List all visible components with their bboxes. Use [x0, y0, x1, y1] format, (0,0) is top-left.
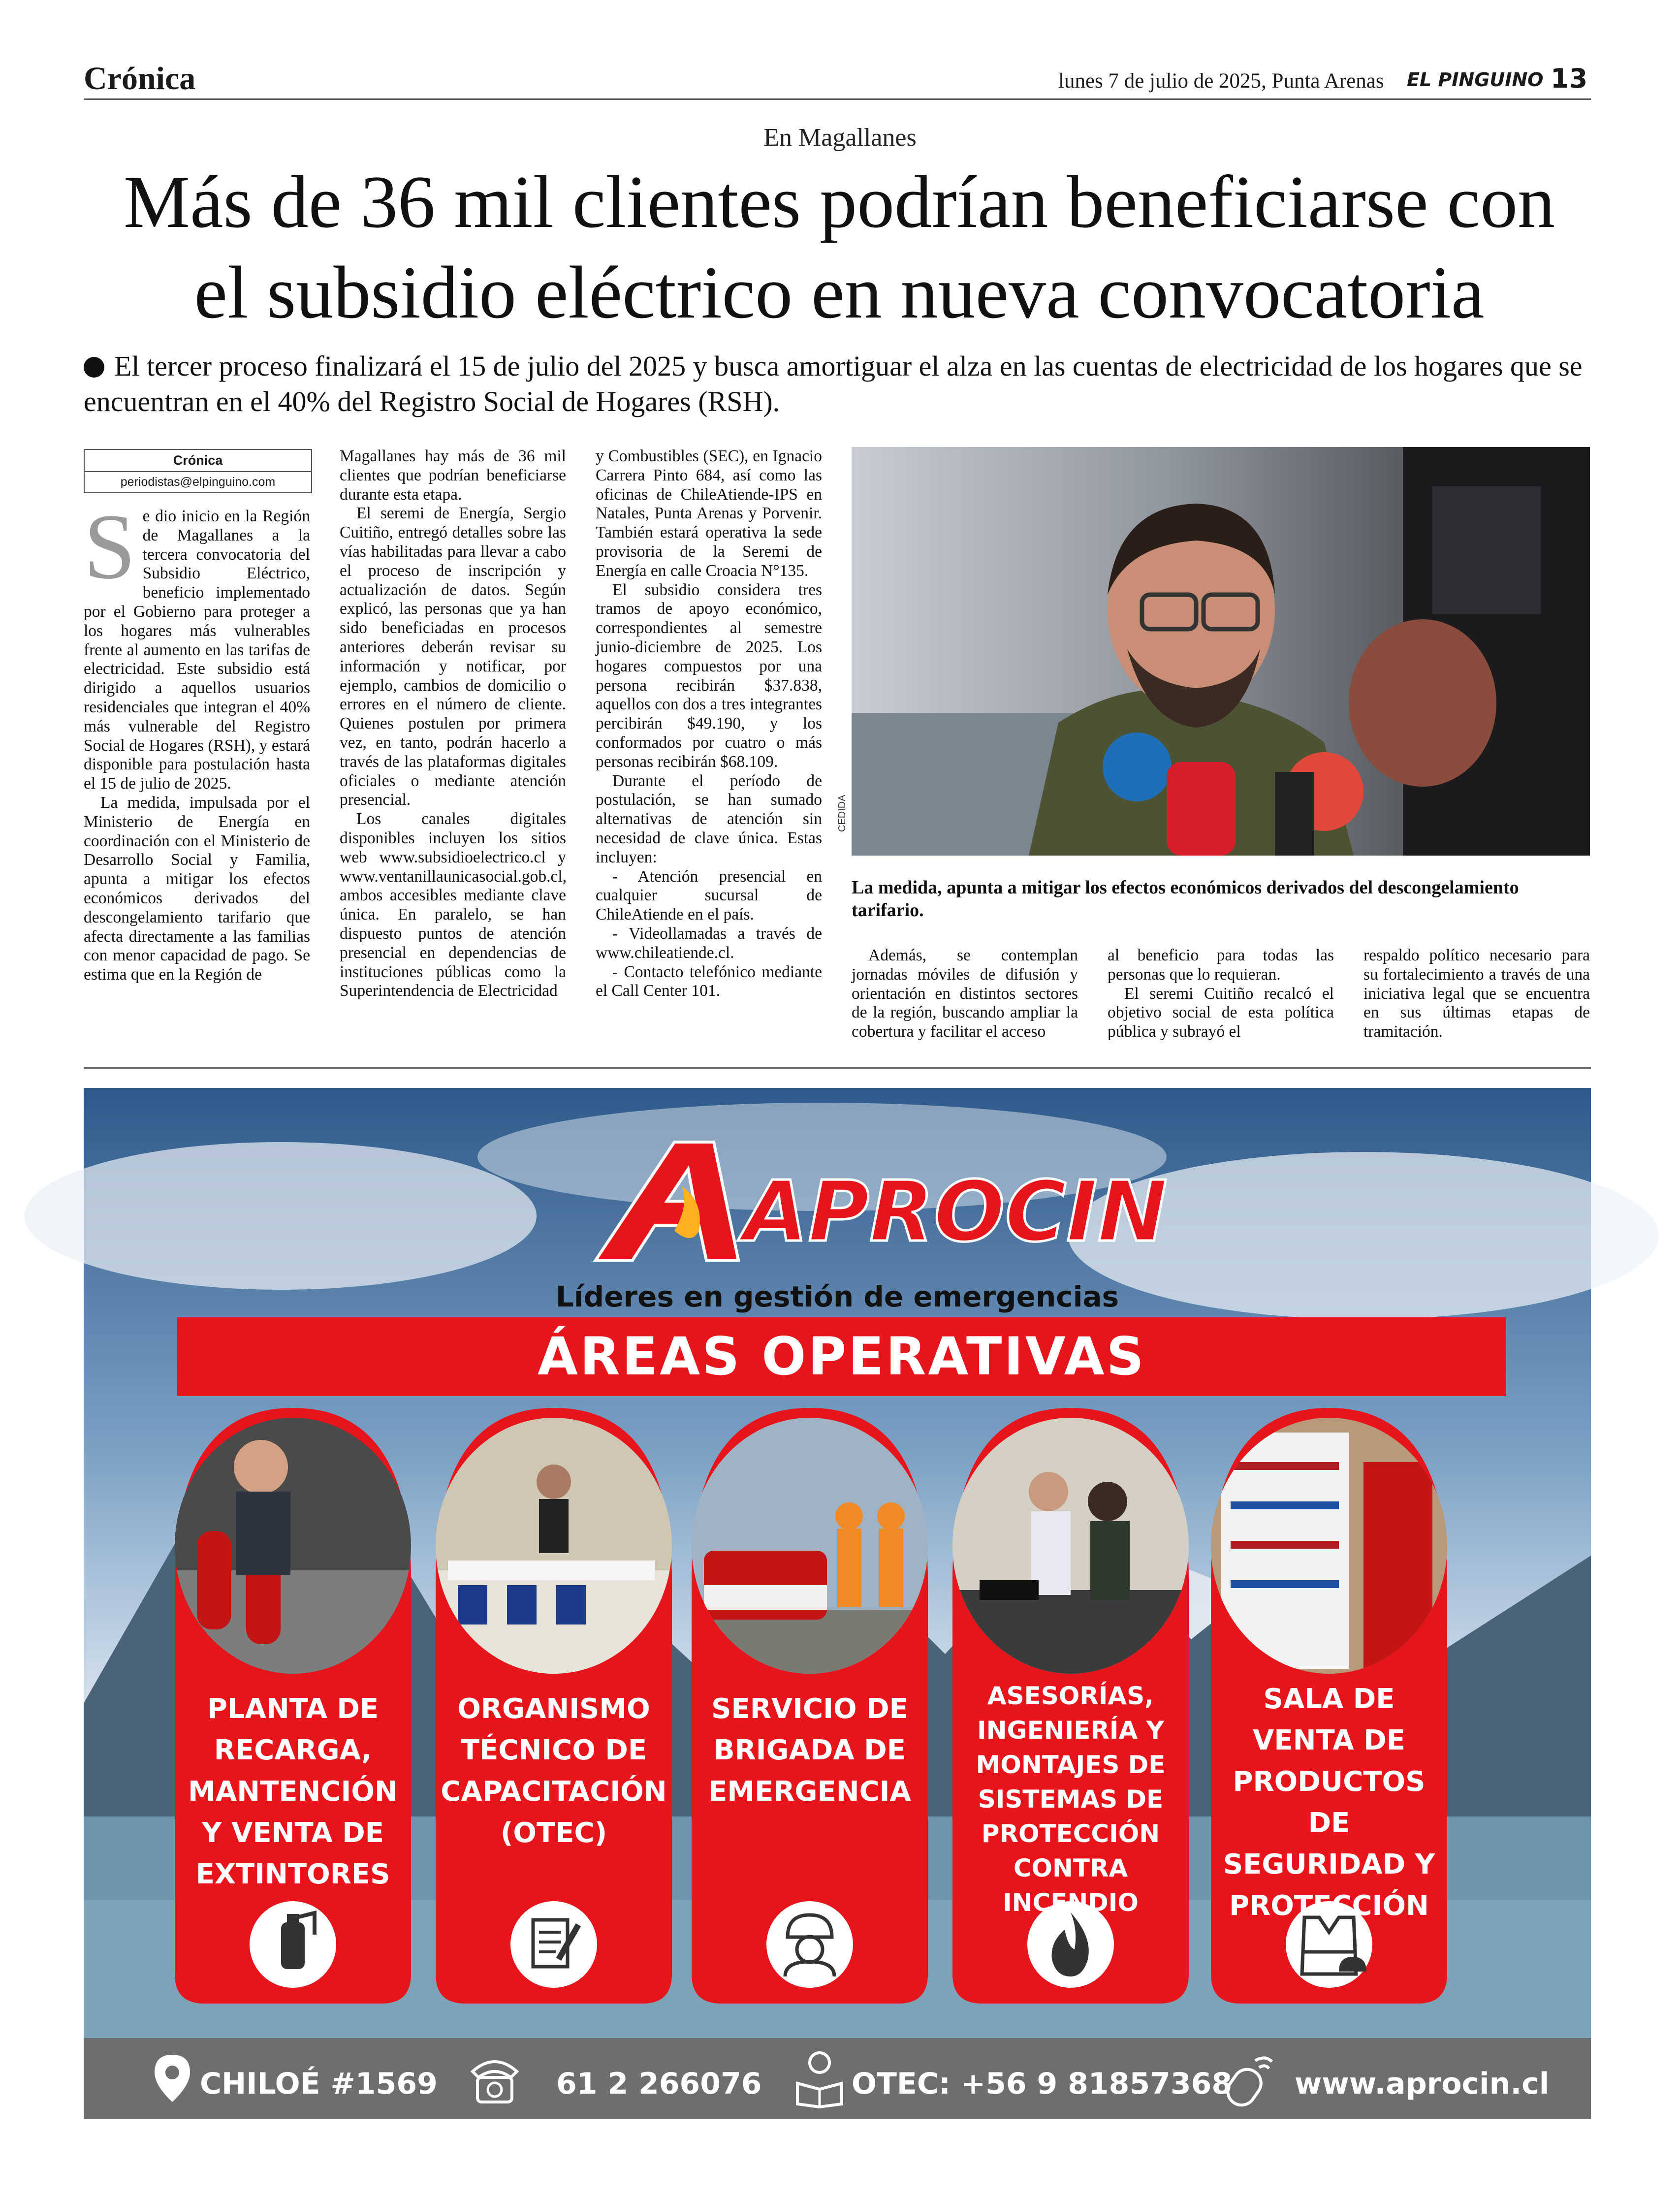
paragraph: La medida, impulsada por el Ministerio de Energía en coordinación con el Ministerio de Desarrollo Social y Familia, apunta a mitigar los efectos económicos derivados del descongelamiento tarifario que afecta directamente a las familias con menor capacidad de pago. Se estima que en la Región de [84, 793, 310, 984]
reader-book-icon [792, 2049, 847, 2108]
card-label-extinguishers: PLANTA DE RECARGA, MANTENCIÓN Y VENTA DE EXTINTORES [188, 1693, 398, 1890]
ad-website-link[interactable]: www.aprocin.cl [1295, 2067, 1550, 2101]
paragraph [84, 495, 310, 794]
ad-banner: ÁREAS OPERATIVAS [177, 1317, 1506, 1396]
ad-otec-phone[interactable]: OTEC: +56 9 81857368 [852, 2067, 1233, 2101]
page-separator [84, 1067, 1591, 1069]
paragraph-text: e dio inicio en la Región de Magallanes a la tercera convocatoria del Subsidio Eléctrico, beneficio implementado por el Gobierno para proteger a los hogares más vulnerables frente al aumento en las tarifas de electricidad. Este subsidio está dirigido a aquellos usuarios residenciales que integran el 40% más vulnerable del Registro Social de Hogares (RSH), y estará disponible para postulación hasta el 15 de julio de 2025. [84, 507, 310, 793]
paragraph: Además, se contemplan jornadas móviles de difusión y orientación en distintos sectores de la región, buscando ampliar la cobertura y facilitar el acceso [852, 946, 1078, 1041]
page-number: 13 [1551, 63, 1588, 94]
headline-line-2: el subsidio eléctrico en nueva convocatoria [194, 251, 1485, 334]
photo-credit: CEDIDA [837, 795, 848, 832]
paragraph: Los canales digitales disponibles incluyen los sitios web www.subsidioelectrico.cl y www.ventanillaunicasocial.gob.cl, ambos accesibles mediante clave única. En paralelo, se han dispuesto puntos de atención presencial en dependencias de instituciones públicas como la Superintendencia de Electricidad [340, 810, 567, 1000]
location-pin-icon [153, 2053, 192, 2104]
article-headline [74, 157, 1605, 338]
paragraph: El subsidio considera tres tramos de apoyo económico, correspondientes al semestre junio-diciembre de 2025. Los hogares compuestos por una persona recibirán $37.838, aquellos con dos a tres integrantes percibirán $49.190, y los conformados por cuatro o más personas recibirán $68.109. [596, 580, 822, 771]
issue-date: lunes 7 de julio de 2025, Punta Arenas [1058, 69, 1384, 93]
newspaper-brand: EL PINGUINO [1407, 69, 1544, 91]
mouse-click-icon [1221, 2051, 1280, 2108]
paragraph: El seremi de Energía, Sergio Cuitiño, entregó detalles sobre las vías habilitadas para llevar a cabo el proceso de inscripción y actualización de datos. Según explicó, las personas que ya han sido beneficiadas en procesos anteriores deberán revisar su información y notificar, por ejemplo, cambios de domicilio o errores en el número de cliente. Quienes postulen por primera vez, en tanto, podrán hacerlo a través de las plataformas digitales oficiales o mediante atención presencial. [340, 504, 566, 809]
byline-section: Crónica [173, 453, 223, 468]
logo-text: APROCIN [743, 1163, 1168, 1261]
drop-cap: S [84, 495, 136, 599]
ad-phone[interactable]: 61 2 266076 [556, 2067, 762, 2101]
header-rule [84, 98, 1591, 100]
ad-tagline: Líderes en gestión de emergencias [555, 1280, 1119, 1313]
card-label-engineering: ASESORÍAS, INGENIERÍA Y MONTAJES DE SISTEMAS DE PROTECCIÓN CONTRA INCENDIO [976, 1682, 1166, 1917]
card-label-otec: ORGANISMO TÉCNICO DE CAPACITACIÓN (OTEC) [441, 1693, 667, 1849]
ad-address: CHILOÉ #1569 [200, 2067, 438, 2101]
byline [84, 449, 312, 493]
article-column-3 [596, 447, 822, 1001]
card-label-brigade: SERVICIO DE BRIGADA DE EMERGENCIA [708, 1693, 911, 1808]
article-column-5 [1108, 946, 1334, 1042]
paragraph: - Atención presencial en cualquier sucursal de ChileAtiende en el país. [596, 867, 822, 924]
fire-extinguisher-icon [250, 1901, 336, 1988]
firefighter-icon [766, 1901, 853, 1988]
byline-email[interactable]: periodistas@elpinguino.com [85, 471, 311, 489]
paragraph: - Videollamadas a través de www.chileatiende.cl. [596, 924, 822, 962]
ad-contact-bar [84, 2038, 1591, 2119]
telephone-icon [463, 2052, 527, 2106]
paragraph: y Combustibles (SEC), en Ignacio Carrera Pinto 684, así como las oficinas de ChileAtiende-IPS en Natales, Punta Arenas y Porvenir. También estará operativa la sede provisoria de la Seremi de Energía en calle Croacia N°135. [596, 447, 822, 580]
paragraph: respaldo político necesario para su fortalecimiento a través de una iniciativa legal que se encuentra en sus últimas etapas de tramitación. [1363, 946, 1590, 1041]
lead-text: El tercer proceso finalizará el 15 de julio del 2025 y busca amortiguar el alza en las cuentas de electricidad de los hogares que se encuentran en el 40% del Registro Social de Hogares (RSH). [84, 350, 1583, 417]
aprocin-advertisement [84, 1088, 1591, 2119]
card-label-store: SALA DE VENTA DE PRODUCTOS DE SEGURIDAD Y PROTECCIÓN [1223, 1683, 1435, 1922]
paragraph: al beneficio para todas las personas que lo requieran. [1108, 946, 1334, 984]
paragraph: El seremi Cuitiño recalcó el objetivo social de esta política pública y subrayó el [1108, 984, 1334, 1041]
article-column-4 [852, 946, 1078, 1042]
section-name: Crónica [84, 61, 196, 96]
article-kicker: En Magallanes [763, 124, 917, 152]
paragraph: - Contacto telefónico mediante el Call Center 101. [596, 962, 822, 1000]
paragraph: Magallanes hay más de 36 mil clientes que podrían beneficiarse durante esta etapa. [340, 447, 566, 504]
headline-line-1: Más de 36 mil clientes podrían beneficiarse con [123, 160, 1555, 243]
article-lead [84, 349, 1591, 419]
article-column-2 [340, 447, 566, 1001]
photo-caption: La medida, apunta a mitigar los efectos económicos derivados del descongelamiento tarifario. [852, 877, 1519, 921]
article-photo [852, 447, 1590, 856]
paragraph: Durante el período de postulación, se han sumado alternativas de atención sin necesidad de clave única. Estas incluyen: [596, 771, 822, 866]
document-pen-icon [510, 1901, 597, 1988]
article-column-6 [1363, 946, 1590, 1042]
bullet-icon [84, 357, 104, 378]
article-column-1 [84, 495, 310, 985]
service-cards [84, 1088, 1591, 2119]
